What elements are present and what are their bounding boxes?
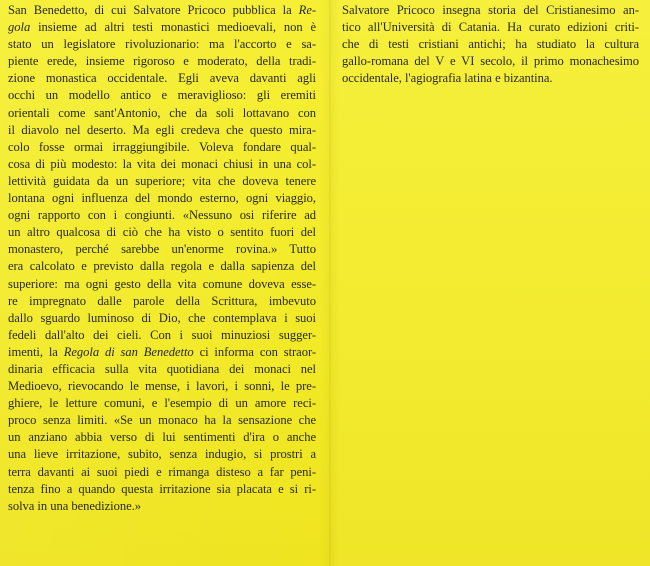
text-line — [342, 70, 639, 87]
text-line — [8, 276, 316, 293]
text-fragment: re impregnato dalle parole della Scrittura, imbevuto — [8, 293, 316, 308]
text-line — [8, 122, 316, 139]
text-fragment: superiore: ma ogni gesto della vita comune doveva esse- — [8, 276, 316, 291]
text-line — [8, 344, 316, 361]
text-line — [8, 70, 316, 87]
text-fragment: Medioevo, rievocando le mense, i lavori, i sonni, le pre- — [8, 379, 316, 394]
text-line — [8, 378, 316, 395]
text-fragment: insieme ad altri testi monastici medioevali, non è — [30, 20, 316, 35]
text-line — [8, 2, 316, 19]
text-fragment: un altro qualcosa di ciò che ha visto o sentito fuori del — [8, 225, 316, 240]
text-line — [8, 310, 316, 327]
text-fragment: terra davanti ai suoi piedi e rimanga disteso a far peni- — [8, 464, 316, 479]
text-line — [342, 19, 639, 36]
italic-title-fragment: Re- — [298, 3, 316, 17]
text-fragment: colo fosse ormai irraggiungibile. Voleva fondare qual- — [8, 139, 316, 154]
text-line — [8, 395, 316, 412]
text-fragment: il diavolo nel deserto. Ma egli credeva che questo mira- — [8, 122, 316, 137]
text-fragment: dallo sguardo luminoso di Dio, che contemplava i suoi — [8, 310, 316, 325]
text-fragment: gallo-romana del V e VI secolo, il primo monachesimo — [342, 54, 639, 69]
text-fragment: stato un legislatore rivoluzionario: ma l'accorto e sa- — [8, 37, 316, 52]
text-fragment: che di testi cristiani antichi; ha studiato la cultura — [342, 37, 639, 52]
text-line — [8, 446, 316, 463]
text-fragment: ogni rapporto con i congiunti. «Nessuno osi riferire ad — [8, 208, 316, 223]
text-fragment: occidentale, l'agiografia latina e bizantina. — [342, 71, 553, 86]
text-fragment: zione monastica occidentale. Egli aveva davanti agli — [8, 71, 316, 86]
text-line — [8, 293, 316, 310]
text-fragment: San Benedetto, di cui Salvatore Pricoco pubblica la — [8, 3, 299, 17]
italic-title-fragment: gola — [8, 20, 31, 35]
text-line — [8, 412, 316, 429]
text-line — [8, 207, 316, 224]
page-fold-divider — [329, 0, 331, 566]
text-fragment: orientali come sant'Antonio, che da soli lottavano con — [8, 105, 316, 120]
text-line — [342, 53, 639, 70]
text-line — [8, 258, 316, 275]
text-fragment: tenza fino a quando questa irritazione sia placata e si ri- — [8, 481, 316, 496]
italic-title-fragment: Regola di san Benedetto — [63, 344, 194, 359]
text-fragment: proco senza limiti. «Se un monaco ha la sensazione che — [8, 413, 316, 428]
text-fragment: occhi un modello antico e meraviglioso: gli eremiti — [8, 88, 316, 103]
text-line — [8, 241, 316, 258]
text-fragment: una lieve irritazione, subito, senza indugio, si prostri a — [8, 447, 316, 462]
text-fragment: lettività guidata da un superiore; vita che doveva tenere — [8, 173, 316, 188]
text-line — [8, 429, 316, 446]
text-line — [8, 361, 316, 378]
text-fragment: ci informa con straor- — [193, 344, 317, 359]
text-line — [8, 224, 316, 241]
text-fragment: piente erede, insieme rigoroso e moderato, della tradi- — [8, 54, 316, 69]
text-line — [8, 156, 316, 173]
text-line — [8, 498, 316, 515]
text-fragment: ghiere, le letture comuni, e l'esempio di un amore reci- — [8, 396, 316, 411]
text-line — [8, 87, 316, 104]
text-line — [8, 36, 316, 53]
text-line — [8, 464, 316, 481]
text-fragment: Salvatore Pricoco insegna storia del Cristianesimo an- — [342, 3, 639, 17]
text-fragment: monastero, perché sarebbe un'enorme rovina.» Tutto — [8, 242, 316, 257]
text-line — [342, 36, 639, 53]
text-line — [8, 190, 316, 207]
text-line — [8, 173, 316, 190]
text-line — [8, 139, 316, 156]
text-fragment: fedeli dall'alto dei cieli. Con i suoi minuziosi sugger- — [8, 327, 316, 342]
author-bio-column — [342, 2, 639, 87]
text-fragment: solva in una benedizione.» — [8, 498, 141, 513]
text-line — [342, 2, 639, 19]
text-fragment: imenti, la — [8, 344, 64, 359]
text-fragment: lontana ogni influenza del mondo esterno, ogni viaggio, — [8, 191, 316, 206]
text-fragment: era calcolato e previsto dalla regola e dalla sapienza del — [8, 259, 316, 274]
text-fragment: tico all'Università di Catania. Ha curato edizioni criti- — [342, 20, 639, 35]
book-description-column — [8, 2, 316, 515]
text-line — [8, 105, 316, 122]
text-fragment: cosa di più modesto: la vita dei monaci chiusi in una col- — [8, 156, 316, 171]
text-fragment: dinaria efficacia sulla vita quotidiana dei monaci nel — [8, 361, 316, 376]
text-line — [8, 19, 316, 36]
text-fragment: un anziano abbia verso di lui sentimenti d'ira o anche — [8, 430, 316, 445]
text-line — [8, 53, 316, 70]
text-line — [8, 327, 316, 344]
text-line — [8, 481, 316, 498]
